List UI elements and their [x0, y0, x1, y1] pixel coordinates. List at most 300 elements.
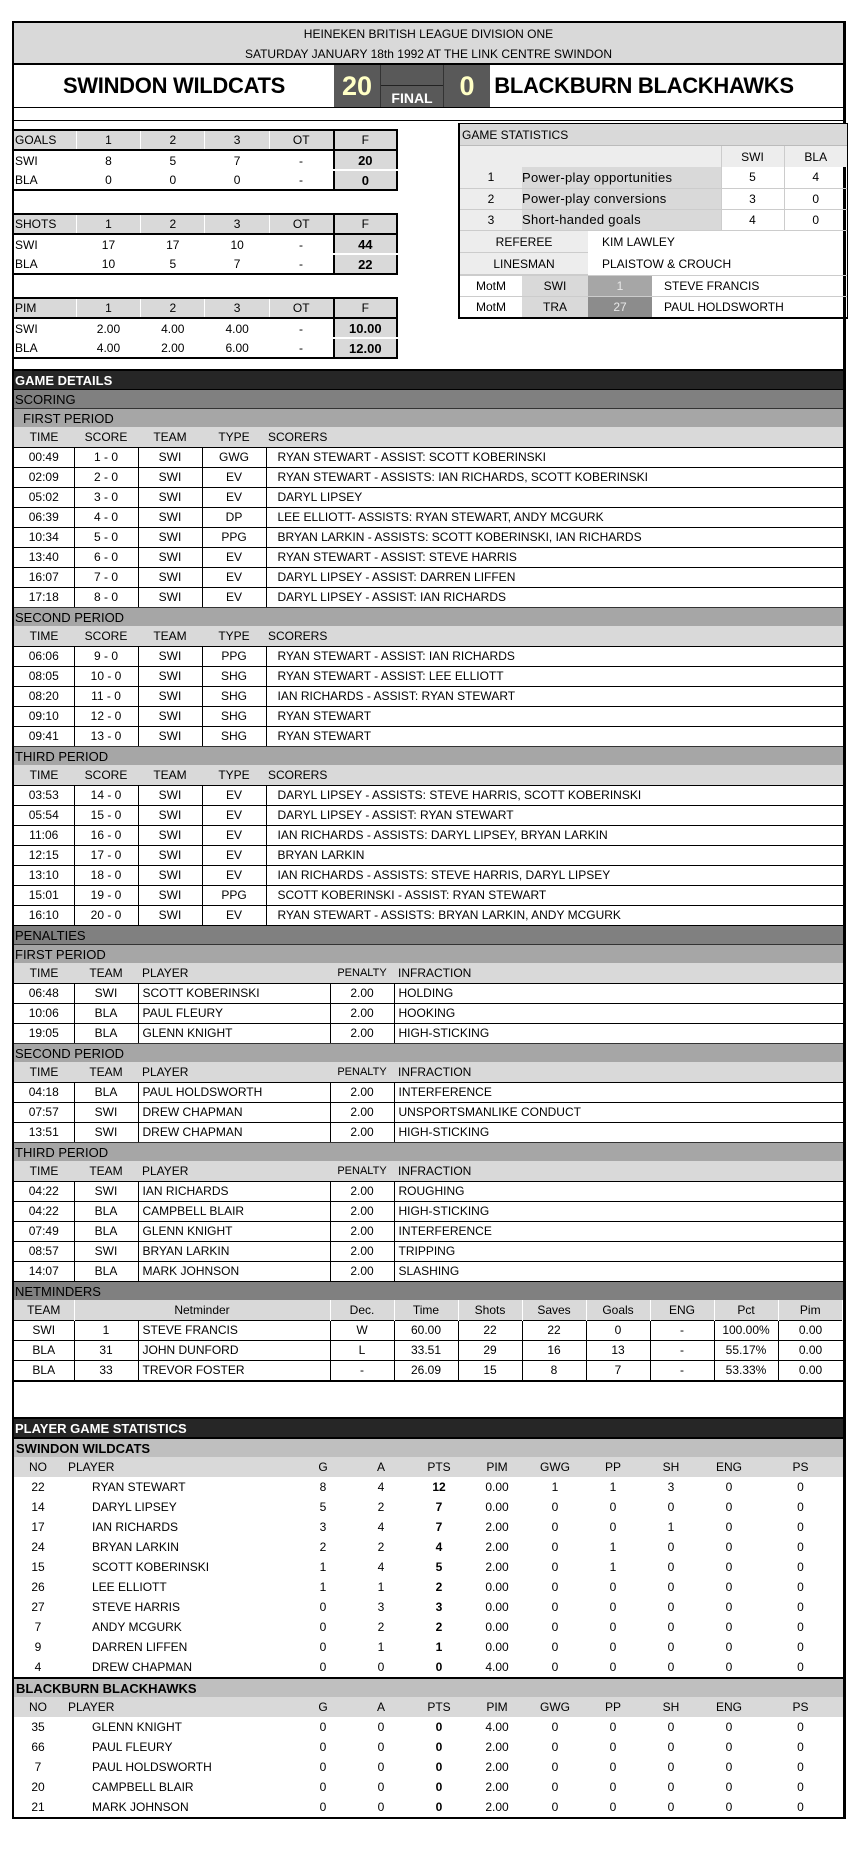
goal-type: EV — [202, 567, 266, 587]
goal-row — [14, 587, 843, 607]
player-number: 15 — [31, 1560, 45, 1574]
player-ps: 0 — [797, 1600, 804, 1614]
shots-cell: BLA — [14, 254, 76, 274]
away-team-name: BLACKBURN BLACKHAWKS — [494, 73, 794, 98]
goal-scorers: DARYL LIPSEY - ASSIST: DARREN LIFFEN — [266, 567, 843, 587]
penalty-infraction: HOLDING — [394, 983, 843, 1003]
player-gwg: 0 — [551, 1520, 559, 1534]
player-stats-col-header: SH — [642, 1457, 700, 1477]
goal-time: 03:53 — [14, 785, 74, 805]
scoring-title: SCORING — [14, 389, 843, 408]
pim-header-row — [14, 298, 397, 318]
player-pp: 0 — [609, 1660, 617, 1674]
player-row — [14, 1717, 843, 1737]
stat-number: 3 — [460, 209, 522, 230]
player-assists: 4 — [377, 1520, 385, 1534]
scoring-col-header: TEAM — [138, 765, 202, 785]
scoreboard — [14, 65, 843, 108]
player-goals: 0 — [319, 1660, 327, 1674]
penalty-infraction: HIGH-STICKING — [394, 1201, 843, 1221]
scoring-col-header: TYPE — [202, 626, 266, 646]
goal-type: SHG — [202, 706, 266, 726]
goal-type: PPG — [202, 646, 266, 666]
player-stats-col-header: SH — [642, 1697, 700, 1717]
penalty-minutes: 2.00 — [330, 1122, 394, 1142]
goals-col-header: 3 — [205, 130, 269, 150]
pim-col-header: F — [334, 298, 397, 318]
player-goals: 0 — [319, 1760, 327, 1774]
goal-type: EV — [202, 587, 266, 607]
player-assists: 0 — [377, 1760, 385, 1774]
player-number: 20 — [31, 1780, 45, 1794]
goal-type: SHG — [202, 726, 266, 746]
netminder-name: STEVE FRANCIS — [138, 1320, 330, 1340]
goal-time: 09:10 — [14, 706, 74, 726]
league-title: HEINEKEN BRITISH LEAGUE DIVISION ONE — [303, 27, 554, 41]
goal-scorers: RYAN STEWART - ASSISTS: BRYAN LARKIN, ANDY MCGURK — [266, 905, 843, 925]
goal-type: SHG — [202, 686, 266, 706]
goal-time: 13:40 — [14, 547, 74, 567]
penalty-infraction: INTERFERENCE — [394, 1221, 843, 1241]
player-pim: 0.00 — [485, 1480, 509, 1494]
player-eng: 0 — [725, 1600, 733, 1614]
penalty-infraction: ROUGHING — [394, 1181, 843, 1201]
penalty-row — [14, 1023, 843, 1043]
player-gwg: 0 — [551, 1640, 559, 1654]
player-sh: 0 — [667, 1740, 675, 1754]
game-stat-row — [460, 167, 847, 188]
player-assists: 2 — [377, 1620, 385, 1634]
player-gwg: 0 — [551, 1540, 559, 1554]
netminder-team: BLA — [14, 1340, 74, 1360]
goals-col-header: 2 — [141, 130, 205, 150]
goal-team: SWI — [138, 547, 202, 567]
game-stat-row — [460, 209, 847, 230]
player-name: GLENN KNIGHT — [92, 1720, 183, 1734]
game-report — [12, 21, 846, 1819]
goal-row — [14, 646, 843, 666]
player-pp: 1 — [609, 1540, 617, 1554]
goal-time: 11:06 — [14, 825, 74, 845]
goal-team: SWI — [138, 706, 202, 726]
penalty-time: 07:49 — [14, 1221, 74, 1241]
player-row — [14, 1617, 843, 1637]
goal-row — [14, 805, 843, 825]
goal-row — [14, 447, 843, 467]
referee-label: REFEREE — [460, 231, 588, 253]
pim-cell: - — [269, 338, 333, 358]
player-number: 17 — [31, 1520, 45, 1534]
goal-time: 10:34 — [14, 527, 74, 547]
player-pp: 0 — [609, 1500, 617, 1514]
netminder-saves: 16 — [522, 1340, 586, 1360]
penalty-row — [14, 1181, 843, 1201]
netminder-col-header: Saves — [522, 1300, 586, 1320]
player-points: 1 — [435, 1640, 443, 1654]
pim-table — [14, 297, 398, 359]
netminder-decision: W — [330, 1320, 394, 1340]
player-pim: 2.00 — [485, 1760, 509, 1774]
penalty-team: BLA — [74, 1221, 138, 1241]
motm-player: STEVE FRANCIS — [664, 278, 760, 293]
player-sh: 0 — [667, 1600, 675, 1614]
date-venue: SATURDAY JANUARY 18th 1992 AT THE LINK CENTRE SWINDON — [244, 47, 612, 61]
penalty-minutes: 2.00 — [330, 1003, 394, 1023]
shots-header-row — [14, 214, 397, 234]
goal-row — [14, 785, 843, 805]
penalty-row — [14, 1082, 843, 1102]
player-eng: 0 — [725, 1740, 733, 1754]
scoring-header-row — [14, 765, 843, 785]
goals-cell: - — [269, 170, 333, 190]
netminder-col-header: ENG — [650, 1300, 714, 1320]
player-goals: 0 — [319, 1600, 327, 1614]
penalty-col-header: TIME — [14, 1161, 74, 1181]
player-eng: 0 — [725, 1780, 733, 1794]
penalty-row — [14, 983, 843, 1003]
player-points: 0 — [435, 1800, 443, 1814]
player-gwg: 0 — [551, 1800, 559, 1814]
netminder-col-header: Dec. — [330, 1300, 394, 1320]
penalty-player: BRYAN LARKIN — [138, 1241, 330, 1261]
goals-row — [14, 170, 397, 190]
linesman-name: PLAISTOW & CROUCH — [602, 256, 732, 271]
stat-number: 1 — [460, 167, 522, 188]
stat-bla: 0 — [784, 188, 847, 209]
shots-row — [14, 234, 397, 254]
goal-score: 6 - 0 — [74, 547, 138, 567]
stat-label: Short-handed goals — [522, 209, 721, 230]
player-row — [14, 1597, 843, 1617]
scoring-col-header: SCORE — [74, 765, 138, 785]
penalty-minutes: 2.00 — [330, 1241, 394, 1261]
player-stats-col-header: NO — [14, 1697, 62, 1717]
goal-row — [14, 547, 843, 567]
player-points: 7 — [435, 1520, 443, 1534]
player-eng: 0 — [725, 1480, 733, 1494]
goal-time: 13:10 — [14, 865, 74, 885]
penalty-col-header: PENALTY — [330, 1062, 394, 1082]
scoring-col-header: TEAM — [138, 427, 202, 447]
penalty-header-row — [14, 1161, 843, 1181]
player-number: 21 — [31, 1800, 45, 1814]
player-eng: 0 — [725, 1540, 733, 1554]
scoring-header-row — [14, 626, 843, 646]
player-sh: 0 — [667, 1580, 675, 1594]
netminder-col-header: Netminder — [74, 1300, 330, 1320]
gs-col-bla: BLA — [784, 146, 847, 167]
player-sh: 0 — [667, 1800, 675, 1814]
player-eng: 0 — [725, 1760, 733, 1774]
player-row — [14, 1657, 843, 1677]
player-goals: 3 — [319, 1520, 327, 1534]
player-pp: 0 — [609, 1620, 617, 1634]
player-gwg: 0 — [551, 1560, 559, 1574]
motm-label: MotM — [476, 299, 506, 314]
player-number: 9 — [34, 1640, 42, 1654]
player-stats-col-header: ENG — [700, 1457, 758, 1477]
player-points: 12 — [432, 1480, 446, 1494]
scoring-period-title: SECOND PERIOD — [14, 607, 843, 626]
player-row — [14, 1797, 843, 1817]
penalty-row — [14, 1122, 843, 1142]
penalty-col-header: TIME — [14, 1062, 74, 1082]
player-number: 27 — [31, 1600, 45, 1614]
netminders-title: NETMINDERS — [14, 1281, 843, 1300]
penalty-player: PAUL HOLDSWORTH — [138, 1082, 330, 1102]
player-ps: 0 — [797, 1760, 804, 1774]
player-stats-col-header: PS — [758, 1697, 843, 1717]
penalty-row — [14, 1201, 843, 1221]
penalty-time: 10:06 — [14, 1003, 74, 1023]
shots-col-header: 3 — [205, 214, 269, 234]
player-goals: 8 — [319, 1480, 327, 1494]
pim-total: 12.00 — [334, 338, 397, 358]
player-pim: 4.00 — [485, 1720, 509, 1734]
player-assists: 2 — [377, 1500, 385, 1514]
player-pp: 0 — [609, 1640, 617, 1654]
player-pp: 0 — [609, 1720, 617, 1734]
pim-cell: SWI — [15, 321, 38, 336]
player-stats-col-header: PS — [758, 1457, 843, 1477]
goal-time: 17:18 — [14, 587, 74, 607]
player-pp: 0 — [609, 1780, 617, 1794]
goals-cell: 0 — [141, 170, 205, 190]
player-eng: 0 — [725, 1500, 733, 1514]
goal-team: SWI — [138, 447, 202, 467]
goal-time: 16:07 — [14, 567, 74, 587]
goal-scorers: RYAN STEWART - ASSIST: SCOTT KOBERINSKI — [266, 447, 843, 467]
player-stats-col-header: G — [294, 1457, 352, 1477]
pim-cell: BLA — [14, 338, 76, 358]
player-pim: 0.00 — [485, 1620, 509, 1634]
report-header — [14, 23, 843, 65]
shots-col-header: 2 — [141, 214, 205, 234]
goal-time: 12:15 — [14, 845, 74, 865]
player-pp: 0 — [609, 1740, 617, 1754]
netminder-pim: 0.00 — [778, 1320, 843, 1340]
penalty-team: BLA — [74, 1082, 138, 1102]
player-eng: 0 — [725, 1560, 733, 1574]
player-pim: 2.00 — [485, 1780, 509, 1794]
netminder-saves: 22 — [522, 1320, 586, 1340]
goal-time: 02:09 — [14, 467, 74, 487]
goal-scorers: LEE ELLIOTT- ASSISTS: RYAN STEWART, ANDY MCGURK — [266, 507, 843, 527]
goal-type: EV — [202, 845, 266, 865]
player-goals: 0 — [319, 1800, 327, 1814]
goal-row — [14, 825, 843, 845]
netminder-time: 33.51 — [394, 1340, 458, 1360]
goal-type: EV — [202, 805, 266, 825]
player-name: SCOTT KOBERINSKI — [92, 1560, 210, 1574]
goal-type: EV — [202, 487, 266, 507]
goal-score: 9 - 0 — [74, 646, 138, 666]
player-goals: 1 — [319, 1560, 327, 1574]
shots-col-header: F — [334, 214, 397, 234]
penalty-player: DREW CHAPMAN — [138, 1122, 330, 1142]
player-name: MARK JOHNSON — [92, 1800, 189, 1814]
goal-time: 05:54 — [14, 805, 74, 825]
penalty-time: 07:57 — [14, 1102, 74, 1122]
goal-team: SWI — [138, 507, 202, 527]
goal-time: 05:02 — [14, 487, 74, 507]
player-points: 2 — [435, 1620, 443, 1634]
goal-type: SHG — [202, 666, 266, 686]
penalty-minutes: 2.00 — [330, 1221, 394, 1241]
player-number: 66 — [31, 1740, 45, 1754]
scoring-col-header: TYPE — [202, 765, 266, 785]
goal-team: SWI — [138, 487, 202, 507]
goal-score: 11 - 0 — [74, 686, 138, 706]
goals-cell: 0 — [205, 170, 269, 190]
game-statistics-title: GAME STATISTICS — [460, 124, 847, 146]
player-stats-section — [14, 1417, 843, 1817]
stat-swi: 3 — [721, 188, 784, 209]
player-gwg: 0 — [551, 1500, 559, 1514]
goal-team: SWI — [138, 567, 202, 587]
goal-type: EV — [202, 467, 266, 487]
goal-type: PPG — [202, 885, 266, 905]
game-stat-row — [460, 188, 847, 209]
goal-score: 7 - 0 — [74, 567, 138, 587]
player-number: 14 — [31, 1500, 45, 1514]
goal-score: 15 - 0 — [74, 805, 138, 825]
netminder-eng: - — [650, 1320, 714, 1340]
goal-scorers: RYAN STEWART — [266, 726, 843, 746]
goal-row — [14, 885, 843, 905]
penalty-player: MARK JOHNSON — [138, 1261, 330, 1281]
player-stats-col-header: NO — [14, 1457, 62, 1477]
player-pp: 0 — [609, 1760, 617, 1774]
player-points: 0 — [435, 1740, 443, 1754]
netminder-header-row — [14, 1300, 843, 1320]
linesman-row — [460, 253, 847, 275]
player-stats-title: PLAYER GAME STATISTICS — [14, 1417, 843, 1437]
shots-table — [14, 213, 398, 275]
player-assists: 2 — [377, 1540, 385, 1554]
game-details-title: GAME DETAILS — [14, 369, 843, 389]
player-stats-table — [14, 1697, 843, 1817]
netminder-time: 26.09 — [394, 1360, 458, 1380]
goal-team: SWI — [138, 785, 202, 805]
player-sh: 0 — [667, 1760, 675, 1774]
penalty-row — [14, 1102, 843, 1122]
stat-number: 2 — [460, 188, 522, 209]
player-stats-col-header: PLAYER — [62, 1697, 294, 1717]
player-number: 7 — [34, 1760, 42, 1774]
stat-swi: 5 — [721, 167, 784, 188]
goals-cell: 7 — [233, 153, 241, 168]
penalty-player: GLENN KNIGHT — [138, 1023, 330, 1043]
motm-team: TRA — [522, 297, 588, 317]
scoring-table — [14, 765, 843, 925]
netminders-table — [14, 1300, 843, 1380]
goal-score: 13 - 0 — [74, 726, 138, 746]
goal-scorers: SCOTT KOBERINSKI - ASSIST: RYAN STEWART — [266, 885, 843, 905]
goal-row — [14, 567, 843, 587]
netminder-col-header: Pim — [778, 1300, 843, 1320]
player-stats-col-header: PIM — [468, 1457, 526, 1477]
player-points: 0 — [435, 1780, 443, 1794]
player-points: 2 — [435, 1580, 443, 1594]
goal-type: GWG — [202, 447, 266, 467]
shots-total: 44 — [334, 234, 397, 254]
netminder-decision: L — [330, 1340, 394, 1360]
player-stats-col-header: G — [294, 1697, 352, 1717]
player-eng: 0 — [725, 1520, 733, 1534]
player-goals: 0 — [319, 1620, 327, 1634]
penalty-time: 04:22 — [14, 1181, 74, 1201]
stat-swi: 4 — [721, 209, 784, 230]
player-goals: 0 — [319, 1780, 327, 1794]
penalty-player: CAMPBELL BLAIR — [138, 1201, 330, 1221]
pim-cell: 2.00 — [96, 321, 121, 336]
penalty-col-header: PLAYER — [138, 1062, 330, 1082]
player-name: BRYAN LARKIN — [92, 1540, 179, 1554]
player-ps: 0 — [797, 1580, 804, 1594]
penalty-time: 13:51 — [14, 1122, 74, 1142]
stat-bla: 4 — [784, 167, 847, 188]
penalty-team: SWI — [74, 1102, 138, 1122]
goal-row — [14, 527, 843, 547]
goal-team: SWI — [138, 726, 202, 746]
netminder-pct: 55.17% — [714, 1340, 778, 1360]
player-assists: 0 — [377, 1800, 385, 1814]
goal-score: 14 - 0 — [74, 785, 138, 805]
game-details-section — [14, 369, 843, 1417]
scoring-col-header: TIME — [14, 626, 74, 646]
goal-scorers: DARYL LIPSEY - ASSIST: RYAN STEWART — [266, 805, 843, 825]
penalty-time: 04:22 — [14, 1201, 74, 1221]
pim-cell: 4.00 — [161, 321, 185, 336]
pim-col-header: 3 — [205, 298, 269, 318]
penalty-infraction: HIGH-STICKING — [394, 1122, 843, 1142]
player-ps: 0 — [797, 1800, 804, 1814]
team-stats-title: BLACKBURN BLACKHAWKS — [14, 1677, 843, 1697]
player-stats-header-row — [14, 1457, 843, 1477]
player-assists: 1 — [377, 1580, 385, 1594]
goal-score: 12 - 0 — [74, 706, 138, 726]
player-name: IAN RICHARDS — [92, 1520, 179, 1534]
goal-time: 06:39 — [14, 507, 74, 527]
player-pim: 2.00 — [485, 1800, 509, 1814]
penalty-col-header: PLAYER — [138, 963, 330, 983]
goal-time: 08:05 — [14, 666, 74, 686]
player-eng: 0 — [725, 1640, 733, 1654]
player-assists: 4 — [377, 1560, 385, 1574]
goals-cell: SWI — [15, 153, 38, 168]
goal-time: 15:01 — [14, 885, 74, 905]
player-ps: 0 — [797, 1480, 804, 1494]
game-status — [380, 65, 444, 107]
shots-col-header: SHOTS — [14, 214, 76, 234]
player-row — [14, 1637, 843, 1657]
player-pim: 2.00 — [485, 1520, 509, 1534]
shots-col-header: OT — [269, 214, 333, 234]
scoring-col-header: TIME — [14, 765, 74, 785]
goal-time: 16:10 — [14, 905, 74, 925]
netminder-col-header: Time — [394, 1300, 458, 1320]
pim-row — [14, 338, 397, 358]
player-row — [14, 1537, 843, 1557]
goal-team: SWI — [138, 467, 202, 487]
penalty-team: BLA — [74, 1023, 138, 1043]
player-goals: 0 — [319, 1640, 327, 1654]
penalty-col-header: INFRACTION — [394, 1062, 843, 1082]
player-name: RYAN STEWART — [92, 1480, 186, 1494]
goals-cell: 8 — [105, 153, 112, 168]
pim-col-header: 1 — [76, 298, 140, 318]
